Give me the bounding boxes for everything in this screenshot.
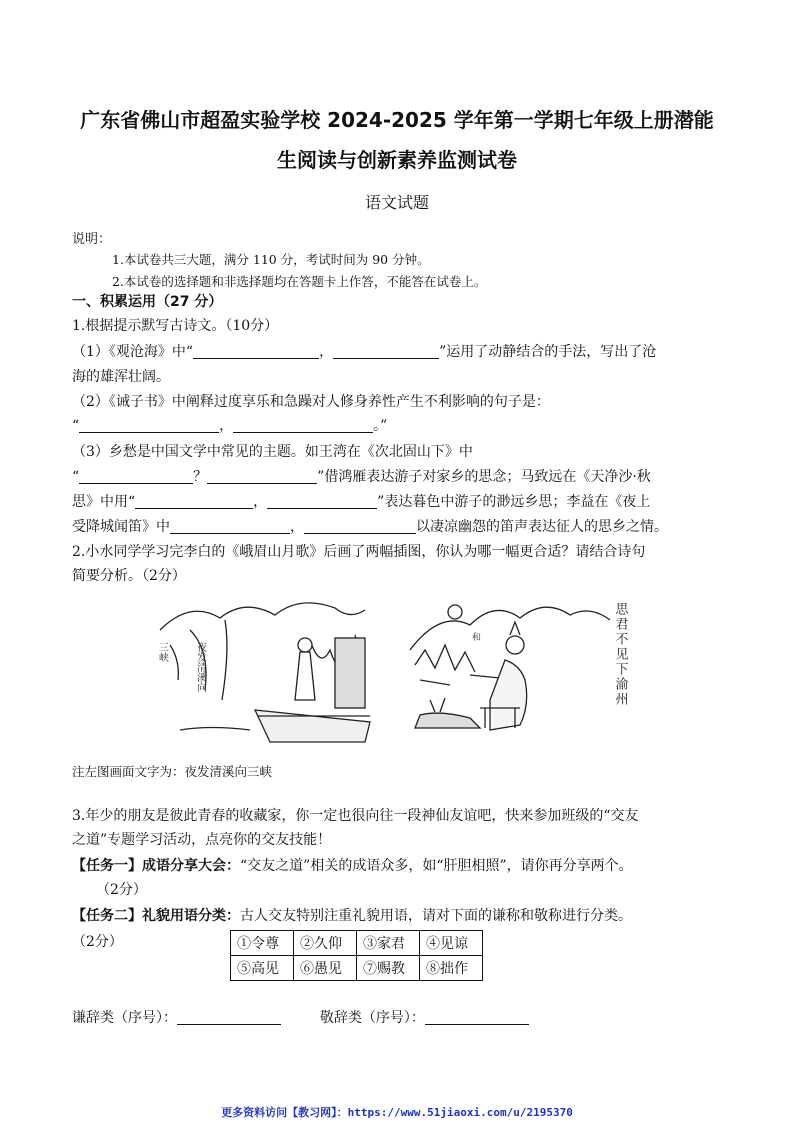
task1-text: “交友之道”相关的成语众多，如“肝胆相照”，请你再分享两个。 [240, 858, 633, 874]
left-illustration [160, 603, 370, 742]
instructions-heading: 说明： [72, 232, 112, 247]
q1-part1-line2: 海的雄浑壮阔。 [72, 369, 170, 385]
answer-blank[interactable] [79, 418, 219, 433]
section-heading: 一、积累运用（27 分） [72, 294, 223, 310]
instruction-item-1: 1.本试卷共三大题，满分 110 分，考试时间为 90 分钟。 [112, 252, 430, 267]
answer-blank[interactable] [170, 519, 290, 534]
q1-part2-line2 [72, 418, 387, 435]
answer-blank[interactable] [267, 494, 377, 509]
humble-label: 谦辞类（序号）： [72, 1010, 177, 1026]
q3-stem-line1: 3.年少的朋友是彼此青春的收藏家，你一定也很向往一段神仙友谊吧，快来参加班级的“交友 [72, 808, 639, 824]
task2-score: （2分） [72, 934, 123, 950]
q1-part3-line4 [72, 519, 668, 536]
humble-answer-blank[interactable] [177, 1010, 281, 1025]
q1-p3-text: ”表达暮色中游子的渺远乡思；李益在《夜上 [377, 494, 651, 510]
left-image-text-a: 三峡 [156, 642, 168, 662]
q1-stem: 1.根据提示默写古诗文。（10分） [72, 318, 279, 334]
respect-answer-blank[interactable] [425, 1010, 529, 1025]
right-image-sign: 和 [472, 633, 482, 643]
q1-p3-text: ”借鸿雁表达游子对家乡的思念；马致远在《天净沙·秋 [317, 469, 651, 485]
footer-link[interactable]: 更多资料访问【教习网】：https://www.51jiaoxi.com/u/2195370 [221, 1106, 573, 1119]
comma: ， [319, 344, 334, 360]
task1 [72, 858, 633, 875]
table-cell: ⑧拙作 [420, 956, 483, 981]
classification-answers [72, 1010, 529, 1027]
right-image-text: 思君不见下渝州 [612, 602, 628, 707]
close-quote: 。” [373, 418, 388, 434]
q2-stem-line2: 简要分析。（2分） [72, 568, 186, 584]
answer-blank[interactable] [304, 519, 416, 534]
q2-stem-line1: 2.小水同学学习完李白的《峨眉山月歌》后画了两幅插图，你认为哪一幅更合适？请结合诗句 [72, 544, 646, 560]
table-cell: ⑥愚见 [294, 956, 357, 981]
task2-text: 古人交友特别注重礼貌用语，请对下面的谦称和敬称进行分类。 [240, 908, 632, 924]
illustrations [150, 590, 740, 750]
q1-part2-line1: （2）《诫子书》中阐释过度享乐和急躁对人修身养性产生不利影响的句子是： [72, 394, 550, 410]
table-cell: ⑤高见 [231, 956, 294, 981]
table-cell: ⑦赐教 [357, 956, 420, 981]
open-quote: “ [72, 469, 80, 485]
exam-title-line2: 生阅读与创新素养监测试卷 [277, 148, 517, 172]
answer-blank[interactable] [79, 469, 193, 484]
comma: ， [290, 519, 304, 535]
task1-score: （2分） [96, 882, 147, 898]
q1-part3-line2 [72, 469, 651, 486]
task2-label: 【任务二】礼貌用语分类： [72, 908, 240, 924]
q1-p3-text: 思》中用“ [72, 494, 136, 510]
answer-blank[interactable] [207, 469, 317, 484]
respect-label: 敬辞类（序号）： [319, 1010, 425, 1026]
q1-p3-text: 受降城闻笛》中 [72, 519, 170, 535]
q1-p3-text: 以凄凉幽怨的笛声表达征人的思乡之情。 [416, 519, 668, 535]
comma: ， [219, 418, 234, 434]
left-image-text-b: 夜发清溪向 [194, 642, 206, 692]
answer-blank[interactable] [193, 344, 319, 359]
instruction-item-2: 2.本试卷的选择题和非选择题均在答题卡上作答，不能答在试卷上。 [112, 274, 487, 289]
q3-stem-line2: 之道”专题学习活动，点亮你的交友技能！ [72, 832, 332, 848]
comma: ， [253, 494, 268, 510]
q1-part3-line3 [72, 494, 650, 511]
table-cell: ③家君 [357, 931, 420, 956]
q1-p1-prefix: （1）《观沧海》中“ [72, 344, 194, 360]
table-row [231, 931, 483, 956]
answer-blank[interactable] [233, 418, 373, 433]
task1-label: 【任务一】成语分享大会： [72, 858, 240, 874]
exam-title-line1: 广东省佛山市超盈实验学校 2024-2025 学年第一学期七年级上册潜能 [80, 108, 714, 132]
open-quote: “ [72, 418, 80, 434]
table-cell: ①令尊 [231, 931, 294, 956]
table-cell: ④见谅 [420, 931, 483, 956]
table-row [231, 956, 483, 981]
q1-p1-suffix: ”运用了动静结合的手法，写出了沧 [439, 344, 657, 360]
question-mark: ？ [193, 469, 208, 485]
q1-part1-line1 [72, 344, 656, 361]
exam-subtitle: 语文试题 [364, 193, 429, 212]
answer-blank[interactable] [333, 344, 439, 359]
politeness-terms-table [230, 930, 483, 981]
answer-blank[interactable] [135, 494, 253, 509]
figure-caption: 注左图画面文字为：夜发清溪向三峡 [72, 764, 273, 779]
q1-part3-line1: （3）乡愁是中国文学中常见的主题。如王湾在《次北固山下》中 [72, 444, 473, 460]
table-cell: ②久仰 [294, 931, 357, 956]
right-illustration [410, 605, 610, 730]
task2 [72, 908, 632, 925]
